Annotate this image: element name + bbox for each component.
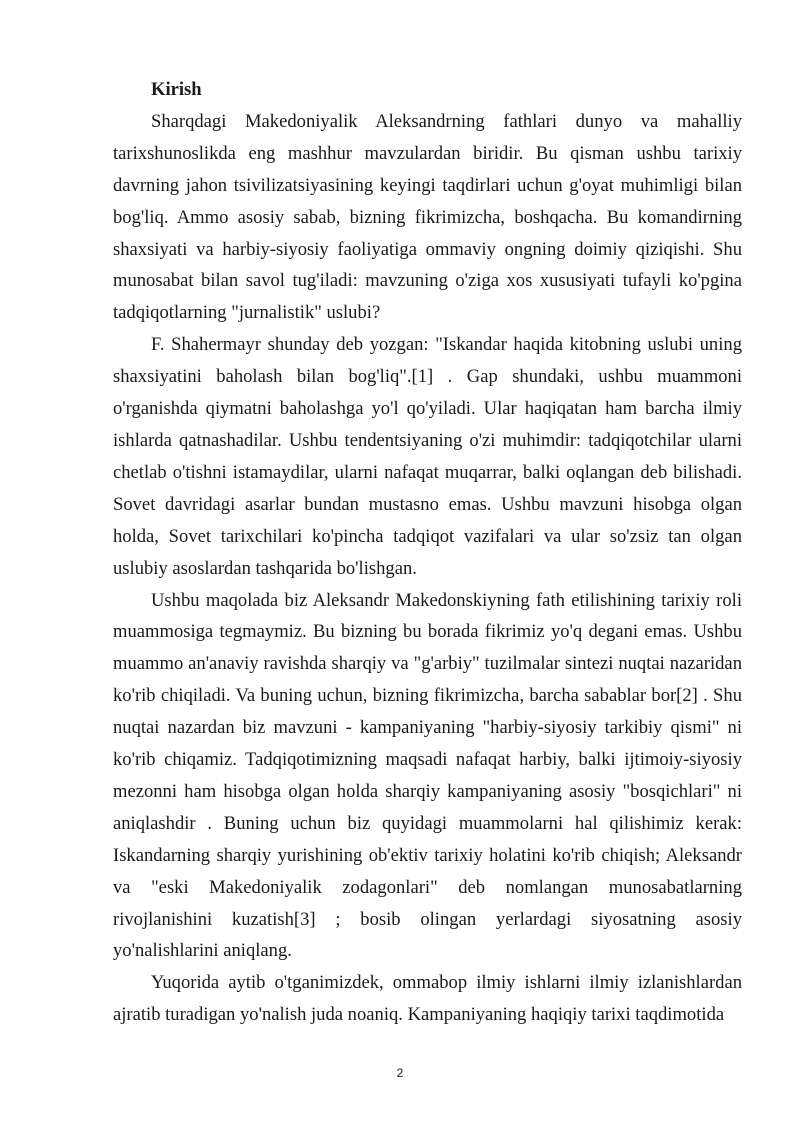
page-number: 2 [396,1066,404,1080]
paragraph-1: Sharqdagi Makedoniyalik Aleksandrning fathlari dunyo va mahalliy tarixshunoslikda eng mashhur mavzulardan biridir. Bu qisman ushbu tarixiy davrning jahon tsivilizatsiyasining keyingi taqdirlari uchun g'oyat muhimligi bilan bog'liq. Ammo asosiy sabab, bizning fikrimizcha, boshqacha. Bu komandirning shaxsiyati va harbiy-siyosiy faoliyatiga ommaviy ongning doimiy qiziqishi. Shu munosabat bilan savol tug'iladi: mavzuning o'ziga xos xususiyati tufayli ko'pgina tadqiqotlarning "jurnalistik" uslubi? [113,110,742,324]
paragraph-2: F. Shahermayr shunday deb yozgan: "Iskandar haqida kitobning uslubi uning shaxsiyatini baholash bilan bog'liq".[1] . Gap shundaki, ushbu muammoni o'rganishda qiymatni baholashga yo'l qo'yiladi. Ular haqiqatan ham barcha ilmiy ishlarda qatnashadilar. Ushbu tendentsiyaning o'zi muhimdir: tadqiqotchilar ularni chetlab o'tishni istamaydilar, ularni nafaqat muqarrar, balki oqlangan deb bilishadi. Sovet davridagi asarlar bundan mustasno emas. Ushbu mavzuni hisobga olgan holda, Sovet tarixchilari ko'pincha tadqiqot vazifalari va ular so'zsiz tan olgan uslubiy asoslardan tashqarida bo'lishgan. [113,334,742,579]
document-page [113,74,742,1031]
paragraph-3: Ushbu maqolada biz Aleksandr Makedonskiyning fath etilishining tarixiy roli muammosiga tegmaymiz. Bu bizning bu borada fikrimiz yo'q degani emas. Ushbu muammo an'anaviy ravishda sharqiy va "g'arbiy" tuzilmalar sintezi nuqtai nazaridan ko'rib chiqiladi. Va buning uchun, bizning fikrimizcha, barcha sabablar bor[2] . Shu nuqtai nazardan biz mavzuni - kampaniyaning "harbiy-siyosiy tarkibiy qismi" ni ko'rib chiqamiz. Tadqiqotimizning maqsadi nafaqat harbiy, balki ijtimoiy-siyosiy mezonni ham hisobga olgan holda sharqiy kampaniyaning asosiy "bosqichlari" ni aniqlashdir . Buning uchun biz quyidagi muammolarni hal qilishimiz kerak: Iskandarning sharqiy yurishining ob'ektiv tarixiy holatini ko'rib chiqish; Aleksandr va "eski Makedoniyalik zodagonlari" deb nomlangan munosabatlarning rivojlanishini kuzatish[3] ; bosib olingan yerlardagi siyosatning asosiy yo'nalishlarini aniqlang. [113,589,742,962]
paragraph-4: Yuqorida aytib o'tganimizdek, ommabop ilmiy ishlarni ilmiy izlanishlardan ajratib turadigan yo'nalish juda noaniq. Kampaniyaning haqiqiy tarixi taqdimotida [113,972,742,1026]
section-heading: Kirish [151,79,202,100]
